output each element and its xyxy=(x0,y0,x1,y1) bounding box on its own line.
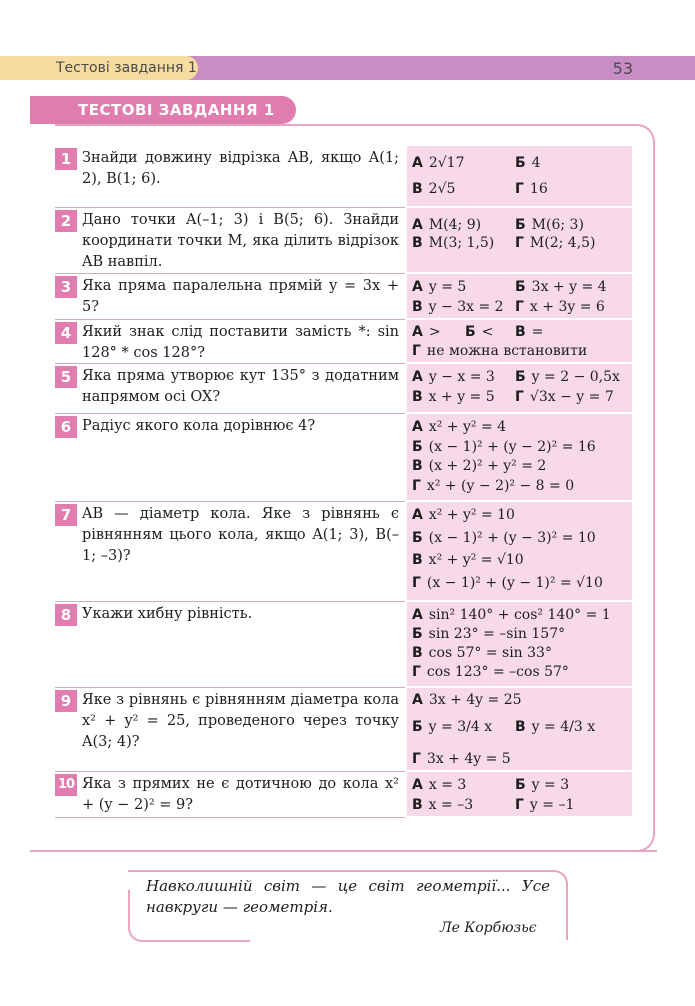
answer-letter: Б xyxy=(515,217,526,233)
answer-letter: Г xyxy=(412,751,421,767)
task-number: 1 xyxy=(55,148,77,170)
task-question: Знайди довжину відрізка AB, якщо A(1; 2), B(1; 6). xyxy=(82,150,399,187)
answer-option xyxy=(515,796,574,814)
answer-text: y = –1 xyxy=(529,797,575,813)
task-question-cell xyxy=(55,320,405,364)
answer-option xyxy=(515,154,541,172)
answer-option xyxy=(412,644,552,662)
task-answers xyxy=(407,208,632,274)
task-row xyxy=(55,688,632,772)
task-question: Який знак слід поставити замість *: sin 128° * cos 128°? xyxy=(82,324,399,361)
answer-letter: А xyxy=(412,777,423,793)
answer-text: x² + (y − 2)² − 8 = 0 xyxy=(426,477,575,494)
answer-letter: А xyxy=(412,369,423,385)
task-question-cell xyxy=(55,602,405,688)
answer-text: y = 4/3 x xyxy=(531,719,596,735)
answer-text: sin 23° = –sin 157° xyxy=(428,626,566,642)
answer-letter: А xyxy=(412,419,423,435)
task-row xyxy=(55,414,632,502)
answer-letter: Б xyxy=(515,279,526,295)
task-number: 8 xyxy=(55,604,77,626)
answer-text: 3x + 4y = 25 xyxy=(428,692,522,708)
answer-text: √3x − y = 7 xyxy=(529,389,614,405)
header-tab: Тестові завдання 1 xyxy=(0,56,198,80)
answer-text: y = 5 xyxy=(428,279,467,295)
task-question: Яка з прямих не є дотичною до кола x² + (y − 2)² = 9? xyxy=(82,776,399,813)
task-number: 4 xyxy=(55,322,77,344)
answer-text: 4 xyxy=(531,155,541,171)
answer-letter: Г xyxy=(412,574,421,591)
task-row xyxy=(55,274,632,320)
task-question: Дано точки A(–1; 3) і B(5; 6). Знайди координати точки M, яка ділить відрізок AB навпіл. xyxy=(82,212,399,270)
answer-text: y = 3 xyxy=(531,777,570,793)
answer-letter: Г xyxy=(412,343,421,359)
task-row xyxy=(55,772,632,818)
answer-letter: А xyxy=(412,279,423,295)
answer-letter: А xyxy=(412,607,423,623)
task-number: 3 xyxy=(55,276,77,298)
task-answers xyxy=(407,502,632,602)
task-answers xyxy=(407,602,632,688)
answer-text: < xyxy=(481,324,494,340)
answer-letter: В xyxy=(412,458,423,474)
answer-text: y = 3/4 x xyxy=(428,719,493,735)
answer-text: (x − 1)² + (y − 1)² = √10 xyxy=(426,574,603,591)
answer-text: y − 3x = 2 xyxy=(428,299,504,315)
answer-letter: Б xyxy=(515,777,526,793)
task-number: 10 xyxy=(55,774,77,796)
answer-letter: Б xyxy=(412,626,423,642)
answer-text: M(2; 4,5) xyxy=(529,235,596,251)
answer-text: M(3; 1,5) xyxy=(428,235,495,251)
answer-text: x = 3 xyxy=(428,777,467,793)
answer-letter: Г xyxy=(412,477,421,494)
task-question-cell xyxy=(55,414,405,502)
divider xyxy=(30,850,657,852)
answer-letter: Г xyxy=(515,181,524,197)
task-question: Яка пряма утворює кут 135° з додатним напрямом осі OX? xyxy=(82,368,399,405)
answer-option xyxy=(412,691,522,709)
task-question-cell xyxy=(55,274,405,320)
answer-option xyxy=(412,278,466,296)
answer-option xyxy=(412,323,441,341)
answer-text: M(6; 3) xyxy=(531,217,584,233)
task-question: Яка пряма паралельна прямій y = 3x + 5? xyxy=(82,278,399,315)
answer-text: не можна встановити xyxy=(426,343,588,359)
task-number: 5 xyxy=(55,366,77,388)
answer-letter: Г xyxy=(515,235,524,251)
answer-letter: Б xyxy=(412,719,423,735)
task-number: 6 xyxy=(55,416,77,438)
answer-option xyxy=(515,323,543,341)
answer-text: sin² 140° + cos² 140° = 1 xyxy=(428,607,611,623)
task-question-cell xyxy=(55,688,405,772)
answer-option xyxy=(515,180,548,198)
answer-option xyxy=(515,388,614,406)
answer-letter: Г xyxy=(412,664,421,680)
answer-letter: Б xyxy=(412,529,423,546)
answer-text: (x − 1)² + (y − 3)² = 10 xyxy=(428,529,596,546)
answer-option xyxy=(412,418,506,436)
task-question-cell xyxy=(55,208,405,274)
answer-option xyxy=(412,606,611,624)
task-row xyxy=(55,602,632,688)
task-question: Радіус якого кола дорівнює 4? xyxy=(82,418,316,434)
answer-option xyxy=(515,776,569,794)
task-row xyxy=(55,146,632,208)
answer-text: cos 123° = –cos 57° xyxy=(426,664,569,680)
task-question-cell xyxy=(55,146,405,208)
answer-text: x = –3 xyxy=(428,797,474,813)
answer-text: y − x = 3 xyxy=(428,369,495,385)
answer-letter: Г xyxy=(515,797,524,813)
task-answers xyxy=(407,772,632,818)
answer-option xyxy=(412,551,524,569)
task-answers xyxy=(407,274,632,320)
answer-option xyxy=(412,529,596,547)
answer-text: 2√5 xyxy=(428,181,456,197)
answer-letter: Б xyxy=(412,438,423,455)
answer-text: > xyxy=(428,324,441,340)
answer-text: 3x + 4y = 5 xyxy=(426,751,511,767)
answer-letter: А xyxy=(412,155,423,171)
answer-text: = xyxy=(531,324,544,340)
task-question: Яке з рівнянь є рівнянням діаметра кола x² + y² = 25, проведеного через точку A(3; 4)? xyxy=(82,692,399,750)
answer-text: y = 2 − 0,5x xyxy=(531,369,620,385)
answer-letter: Г xyxy=(515,389,524,405)
answer-text: x + y = 5 xyxy=(428,389,495,405)
section-title: ТЕСТОВІ ЗАВДАННЯ 1 xyxy=(30,96,296,124)
answer-letter: В xyxy=(412,299,423,315)
answer-text: cos 57° = sin 33° xyxy=(428,645,552,661)
task-row xyxy=(55,502,632,602)
answer-letter: А xyxy=(412,692,423,708)
task-answers xyxy=(407,414,632,502)
answer-letter: А xyxy=(412,324,423,340)
answer-option xyxy=(412,180,455,198)
answer-option xyxy=(412,298,504,316)
answer-text: x² + y² = √10 xyxy=(428,552,524,568)
answer-text: x² + y² = 10 xyxy=(428,507,515,523)
answer-letter: В xyxy=(515,719,526,735)
answer-option xyxy=(412,663,569,681)
answer-letter: В xyxy=(412,552,423,568)
task-row xyxy=(55,208,632,274)
answer-letter: В xyxy=(412,181,423,197)
answer-option xyxy=(515,298,605,316)
answer-option xyxy=(412,574,603,592)
task-question: AB — діаметр кола. Яке з рівнянь є рівнянням цього кола, якщо A(1; 3), B(–1; –3)? xyxy=(82,506,399,564)
answer-option xyxy=(412,342,587,360)
task-question: Укажи хибну рівність. xyxy=(82,606,253,622)
quote-author: Ле Корбюзьє xyxy=(440,920,537,936)
task-question-cell xyxy=(55,502,405,602)
task-question-cell xyxy=(55,364,405,414)
answer-option xyxy=(412,506,515,524)
answer-option xyxy=(412,750,511,768)
answer-option xyxy=(465,323,493,341)
answer-text: (x − 1)² + (y − 2)² = 16 xyxy=(428,438,596,455)
task-question-cell xyxy=(55,772,405,818)
answer-option xyxy=(412,368,495,386)
answer-option xyxy=(412,457,546,475)
answer-text: (x + 2)² + y² = 2 xyxy=(428,458,547,474)
answer-letter: В xyxy=(412,797,423,813)
task-number: 9 xyxy=(55,690,77,712)
answer-option xyxy=(412,154,465,172)
answer-text: 3x + y = 4 xyxy=(531,279,607,295)
answer-letter: В xyxy=(412,645,423,661)
answer-option xyxy=(515,718,595,736)
answer-option xyxy=(412,625,565,643)
task-row xyxy=(55,320,632,364)
answer-text: 16 xyxy=(529,181,548,197)
task-answers xyxy=(407,320,632,364)
task-answers xyxy=(407,364,632,414)
answer-text: x + 3y = 6 xyxy=(529,299,605,315)
answer-letter: В xyxy=(412,389,423,405)
answer-option xyxy=(412,796,473,814)
answer-letter: Б xyxy=(515,369,526,385)
quote-text: Навколишній світ — це світ геометрії... Усе навкруги — геометрія. xyxy=(146,877,550,916)
answer-option xyxy=(515,278,607,296)
answer-option xyxy=(515,216,584,234)
answer-option xyxy=(412,477,574,495)
answer-option xyxy=(412,234,494,252)
task-number: 7 xyxy=(55,504,77,526)
answer-letter: А xyxy=(412,217,423,233)
task-answers xyxy=(407,146,632,208)
answer-letter: Б xyxy=(465,324,476,340)
answer-option xyxy=(412,388,495,406)
answer-letter: А xyxy=(412,507,423,523)
task-number: 2 xyxy=(55,210,77,232)
answer-option xyxy=(412,776,466,794)
answer-option xyxy=(412,216,481,234)
answer-option xyxy=(515,234,596,252)
answer-letter: Б xyxy=(515,155,526,171)
answer-option xyxy=(412,438,596,456)
answer-option xyxy=(412,718,492,736)
answer-text: M(4; 9) xyxy=(428,217,482,233)
answer-letter: В xyxy=(515,324,526,340)
task-answers xyxy=(407,688,632,772)
answer-letter: В xyxy=(412,235,423,251)
page-number: 53 xyxy=(612,59,633,78)
answer-text: x² + y² = 4 xyxy=(428,419,507,435)
answer-option xyxy=(515,368,620,386)
answer-text: 2√17 xyxy=(428,155,465,171)
answer-letter: Г xyxy=(515,299,524,315)
task-row xyxy=(55,364,632,414)
